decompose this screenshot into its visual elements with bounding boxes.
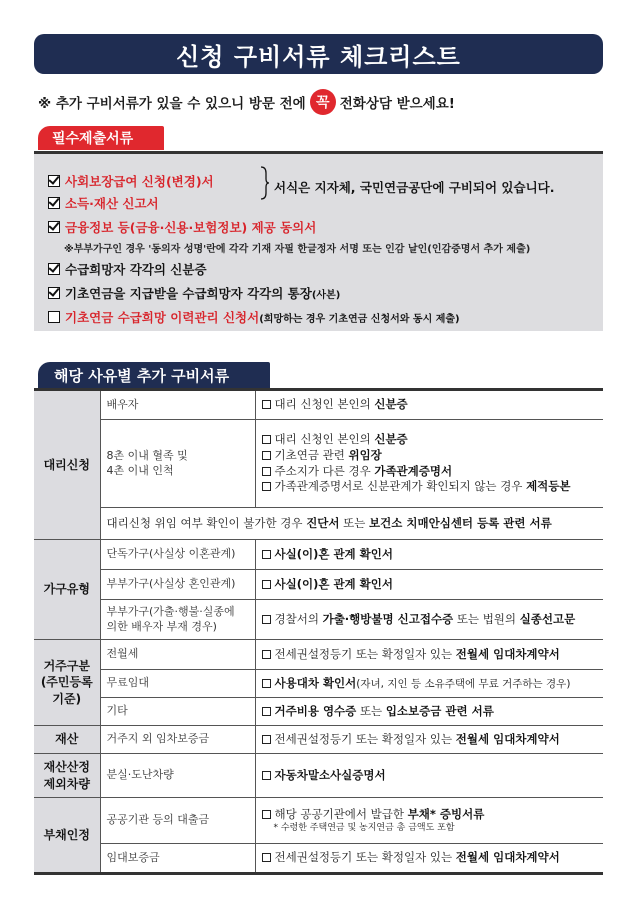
subcategory-single: 단독가구(사실상 이혼관계)	[100, 540, 255, 570]
doc-cell: 대리 신청인 본인의 신분증	[255, 390, 603, 420]
checkbox-empty-icon	[262, 650, 271, 659]
item-text: 수급희망자 각각의 신분증	[65, 262, 207, 277]
item-text: 금융정보 등(금융·신용·보험정보) 제공 동의서	[65, 220, 317, 235]
item-text: 기초연금을 지급받을 수급희망자 각각의 통장	[65, 286, 312, 301]
table-row	[34, 726, 603, 754]
checkbox-checked-icon	[48, 287, 60, 299]
doc-cell: 경찰서의 가출·행방불명 신고접수증 또는 법원의 실종선고문	[255, 600, 603, 640]
category-residence: 거주구분 (주민등록 기준)	[34, 640, 100, 726]
subcategory-free-rent: 무료임대	[100, 670, 255, 698]
checkbox-empty-icon	[262, 735, 271, 744]
table-row	[34, 754, 603, 798]
subcategory-rental-deposit: 임대보증금	[100, 844, 255, 874]
checkbox-empty-icon	[262, 810, 271, 819]
table-row	[34, 600, 603, 640]
subcategory-lease: 전월세	[100, 640, 255, 670]
doc-cell: 사실(이)혼 관계 확인서	[255, 540, 603, 570]
subcategory-public-loan: 공공기관 등의 대출금	[100, 798, 255, 844]
must-badge: 꼭	[310, 89, 336, 115]
doc-cell: 사용대차 확인서(자녀, 지인 등 소유주택에 무료 거주하는 경우)	[255, 670, 603, 698]
table-row	[34, 390, 603, 420]
subcategory-lost-vehicle: 분실·도난차량	[100, 754, 255, 798]
forms-availability-text: 서식은 지자체, 국민연금공단에 구비되어 있습니다.	[274, 180, 555, 195]
checkbox-empty-icon	[262, 482, 271, 491]
subcategory-deposit-elsewhere: 거주지 외 임차보증금	[100, 726, 255, 754]
checklist-item-financial-consent	[48, 218, 316, 236]
table-row	[34, 698, 603, 726]
checklist-item-bankbook	[48, 284, 340, 302]
table-row	[34, 640, 603, 670]
table-row	[34, 670, 603, 698]
category-household: 가구유형	[34, 540, 100, 640]
doc-cell: 전세권설정등기 또는 확정일자 있는 전월세 임대차계약서	[255, 726, 603, 754]
item-text: 기초연금 수급희망 이력관리 신청서	[65, 310, 260, 325]
category-property: 재산	[34, 726, 100, 754]
checkbox-empty-icon	[262, 615, 271, 624]
notice-before: ※ 추가 구비서류가 있을 수 있으니 방문 전에	[38, 96, 306, 112]
category-proxy: 대리신청	[34, 390, 100, 540]
doc-cell: 자동차말소사실증명서	[255, 754, 603, 798]
category-debt: 부채인정	[34, 798, 100, 874]
table-row	[34, 570, 603, 600]
checkbox-empty-icon	[262, 400, 271, 409]
page-title: 신청 구비서류 체크리스트	[34, 34, 603, 74]
subcategory-spouse: 배우자	[100, 390, 255, 420]
table-row	[34, 508, 603, 540]
checkbox-empty-icon	[262, 679, 271, 688]
subcategory-relatives: 8촌 이내 혈족 및 4촌 이내 인척	[100, 420, 255, 508]
item-suffix: (사본)	[311, 289, 341, 301]
additional-docs-table	[34, 388, 603, 875]
doc-cell: 대리신청 위임 여부 확인이 불가한 경우 진단서 또는 보건소 치매안심센터 등록 관련 서류	[100, 508, 603, 540]
table-row	[34, 540, 603, 570]
checkbox-checked-icon	[48, 197, 60, 209]
checklist-item-application	[48, 172, 214, 190]
doc-cell: 대리 신청인 본인의 신분증 기초연금 관련 위임장 주소지가 다른 경우 가족관계증명서 가족관계증명서로 신분관계가 확인되지 않는 경우 제적등본	[255, 420, 603, 508]
checkbox-empty-icon	[262, 550, 271, 559]
table-row	[34, 798, 603, 844]
notice-line	[38, 88, 618, 116]
checkbox-empty-icon	[262, 580, 271, 589]
doc-cell: 전세권설정등기 또는 확정일자 있는 전월세 임대차계약서	[255, 844, 603, 874]
doc-cell: 전세권설정등기 또는 확정일자 있는 전월세 임대차계약서	[255, 640, 603, 670]
doc-cell: 해당 공공기관에서 발급한 부채* 증빙서류 * 수령한 주택연금 및 농지연금 총 금액도 포함	[255, 798, 603, 844]
checklist-item-history-management	[48, 308, 460, 326]
checkbox-checked-icon	[48, 221, 60, 233]
checkbox-empty-icon	[262, 435, 271, 444]
item-text: 소득·재산 신고서	[65, 196, 159, 211]
checkbox-checked-icon	[48, 263, 60, 275]
table-row	[34, 420, 603, 508]
checkbox-empty-icon	[262, 771, 271, 780]
checkbox-checked-icon	[48, 175, 60, 187]
right-brace-icon	[260, 166, 270, 200]
subcategory-absent-spouse: 부부가구(가출·행불·실종에 의한 배우자 부재 경우)	[100, 600, 255, 640]
notice-after: 전화상담 받으세요!	[339, 96, 455, 112]
subcategory-couple: 부부가구(사실상 혼인관계)	[100, 570, 255, 600]
item-text: 사회보장급여 신청(변경)서	[65, 174, 214, 189]
additional-docs-label: 해당 사유별 추가 구비서류	[38, 362, 270, 388]
checkbox-empty-icon	[262, 467, 271, 476]
doc-cell: 거주비용 영수증 또는 입소보증금 관련 서류	[255, 698, 603, 726]
subcategory-other: 기타	[100, 698, 255, 726]
checkbox-empty-icon	[262, 707, 271, 716]
category-vehicle-exclusion: 재산산정 제외차량	[34, 754, 100, 798]
checkbox-empty-icon	[48, 311, 60, 323]
doc-cell: 사실(이)혼 관계 확인서	[255, 570, 603, 600]
checkbox-empty-icon	[262, 853, 271, 862]
checklist-item-income-report	[48, 194, 159, 212]
required-docs-box	[34, 151, 603, 331]
checkbox-empty-icon	[262, 451, 271, 460]
item-suffix: (희망하는 경우 기초연금 신청서와 동시 제출)	[259, 313, 460, 325]
checklist-item-id-card	[48, 260, 207, 278]
couple-signature-note: ※부부가구인 경우 '동의자 성명'란에 각각 기재 자필 한글정자 서명 또는 인감 날인(인감증명서 추가 제출)	[64, 244, 531, 255]
required-docs-label: 필수제출서류	[38, 126, 164, 150]
table-row	[34, 844, 603, 874]
